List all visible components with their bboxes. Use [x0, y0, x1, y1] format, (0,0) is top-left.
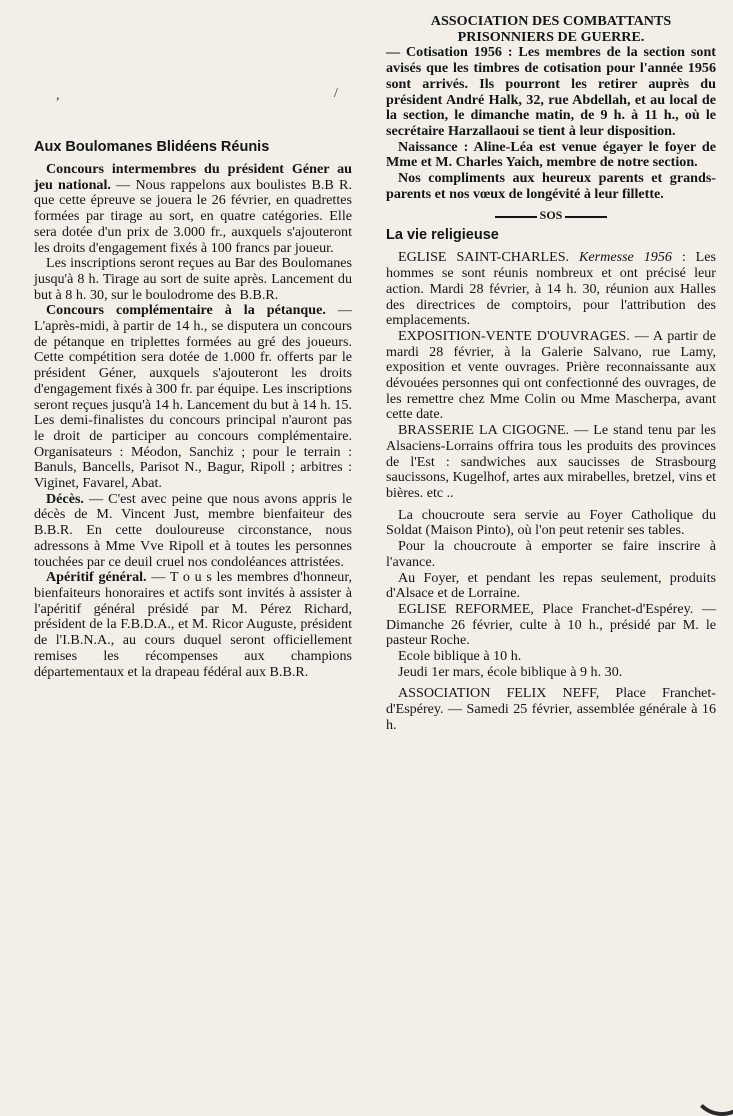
lead-concours-complementaire: Concours complémentaire à la pétanque.	[46, 302, 326, 319]
text-naissance: : Aline-Léa est venue égayer le foyer de Mme et M. Charles Yaich, membre de notre section.	[386, 138, 716, 171]
lead-naissance: Naissance	[398, 138, 458, 155]
article-felix-neff: ASSOCIATION FELIX NEFF, Place Franchet-d'Espérey. — Samedi 25 février, assemblée générale à 16 h.	[386, 685, 716, 733]
article-ecole-biblique: Ecole biblique à 10 h.	[398, 648, 522, 665]
section-divider	[386, 208, 716, 222]
article-concours-complementaire	[34, 303, 352, 491]
section-title-boulomanes: Aux Boulomanes Blidéens Réunis	[34, 139, 270, 155]
lead-cotisation: — Cotisation 1956 :	[386, 44, 513, 61]
article-eglise-saint-charles	[386, 250, 716, 329]
article-foyer: Au Foyer, et pendant les repas seulement, produits d'Alsace et de Lorraine.	[386, 569, 716, 602]
heading-eglise-saint-charles: EGLISE SAINT-CHARLES.	[398, 249, 570, 266]
margin-mark-left: ,	[56, 88, 60, 103]
left-column	[34, 138, 352, 680]
text-concours-intermembres: — Nous rappelons aux boulistes B.B R. que cette épreuve se jouera le 26 février, en quadrettes formées par tirage au sort, en quatre catégories. Elle sera dotée d'un prix de 3.000 fr., auxquels s'ajouteront les droits d'engagement fixés à 100 francs par joueur.	[34, 176, 352, 256]
margin-mark-right: /	[334, 86, 338, 101]
kermesse-label: Kermesse 1956	[579, 249, 672, 266]
divider-ornament: SOS	[539, 208, 563, 223]
article-brasserie: BRASSERIE LA CIGOGNE. — Le stand tenu par les Alsaciens-Lorrains offrira tous les produits des provinces de l'Est : sandwiches aux saucisses de Strasbourg saucissons, Kugelhof, artes aux mirabelles, bretzel, vins et bières. etc ..	[386, 422, 716, 501]
article-naissance	[386, 140, 716, 171]
section-title-vie-religieuse: La vie religieuse	[386, 227, 499, 244]
article-choucroute: La choucroute sera servie au Foyer Catholique du Soldat (Maison Pinto), où l'on peut retenir ses tables.	[386, 506, 716, 539]
lead-concours-intermembres: Concours intermembres du président Géner au jeu national.	[34, 161, 352, 193]
text-deces: — C'est avec peine que nous avons appris le décès de M. Vincent Just, membre bienfaiteur des B.B.R. En cette douloureuse circonstance, nous adressons à Mme Vve Ripoll et à toutes les personnes touchées par ce deuil cruel nos condoléances attristées.	[34, 490, 352, 570]
text-eglise-saint-charles: : Les hommes se sont réunis nombreux et ont précisé leur action. Mardi 28 février, à 14 h. 30, réunion aux Halles des directrices de comptoirs, pour l'attribution des emplacements.	[386, 249, 717, 329]
article-aperitif	[34, 570, 352, 680]
article-concours-intermembres	[34, 162, 352, 256]
heading-combattants: ASSOCIATION DES COMBATTANTS PRISONNIERS DE GUERRE.	[430, 13, 672, 45]
text-cotisation: Les membres de la section sont avisés que les timbres de cotisation pour l'année 1956 sont arrivés. Ils pourront les retirer auprès du président André Halk, 32, rue Abdellah, et au local de la section, le dimanche matin, de 9 h. à 11 h., où le secrétaire Harzallaoui se tient à leur disposition.	[386, 44, 716, 139]
article-jeudi: Jeudi 1er mars, école biblique à 9 h. 30.	[398, 663, 623, 680]
article-compliments: Nos compliments aux heureux parents et grands-parents et nos vœux de longévité à leur fillette.	[386, 170, 716, 202]
text-concours-complementaire: — L'après-midi, à partir de 14 h., se disputera un concours de pétanque en triplettes formées au gré des joueurs. Cette compétition sera dotée de 1.000 fr. offerts par le président Géner, auxquels s'ajouteront les droits d'engagement fixés à 300 fr. par équipe. Les inscriptions seront reçues jusqu'à 14 h. Lancement du but à 14 h. 15. Les demi-finalistes du concours principal n'auront pas le droit de participer au concours complémentaire. Organisateurs : Méodon, Sanchiz ; pour le terrain : Banuls, Bancells, Parisot N., Bagur, Ripoll ; arbitres : Viginet, Favarel, Abat.	[34, 302, 352, 492]
article-eglise-reformee: EGLISE REFORMEE, Place Franchet-d'Espérey. — Dimanche 26 février, culte à 10 h., présidé par M. le pasteur Roche.	[386, 600, 716, 649]
article-choucroute-emporter: Pour la choucroute à emporter se faire inscrire à l'avance.	[386, 538, 716, 570]
article-deces	[34, 492, 352, 571]
lead-deces: Décès.	[46, 490, 84, 507]
divider-line-left	[495, 216, 537, 218]
article-combattants	[386, 14, 716, 140]
page-curl-shadow	[691, 1054, 733, 1116]
article-exposition-vente: EXPOSITION-VENTE D'OUVRAGES. — A partir de mardi 28 février, à la Galerie Salvano, rue Lamy, exposition et vente ouvrages. Prière reconnaissante aux dévouées personnes qui ont confectionné des ouvrages, de les remettre chez Mme Colin ou Mme Mascherpa, avant cette date.	[386, 327, 716, 423]
lead-aperitif: Apéritif général.	[46, 569, 147, 586]
divider-line-right	[565, 216, 607, 218]
article-inscriptions: Les inscriptions seront reçues au Bar des Boulomanes jusqu'à 8 h. Tirage au sort de suite après. Lancement du but à 8 h. 30, sur le boulodrome des B.B.R.	[34, 255, 352, 303]
text-aperitif: — T o u s les membres d'honneur, bienfaiteurs honoraires et actifs sont invités à assister à l'apéritif général présidé par M. Pérez Richard, président de la F.B.D.A., et M. Ricor Auguste, président de l'I.B.N.A., au cours duquel seront officiellement remises les récompenses aux champions départementaux et la drapeau fédéral aux B.B.R.	[34, 569, 352, 680]
right-column	[386, 14, 716, 734]
